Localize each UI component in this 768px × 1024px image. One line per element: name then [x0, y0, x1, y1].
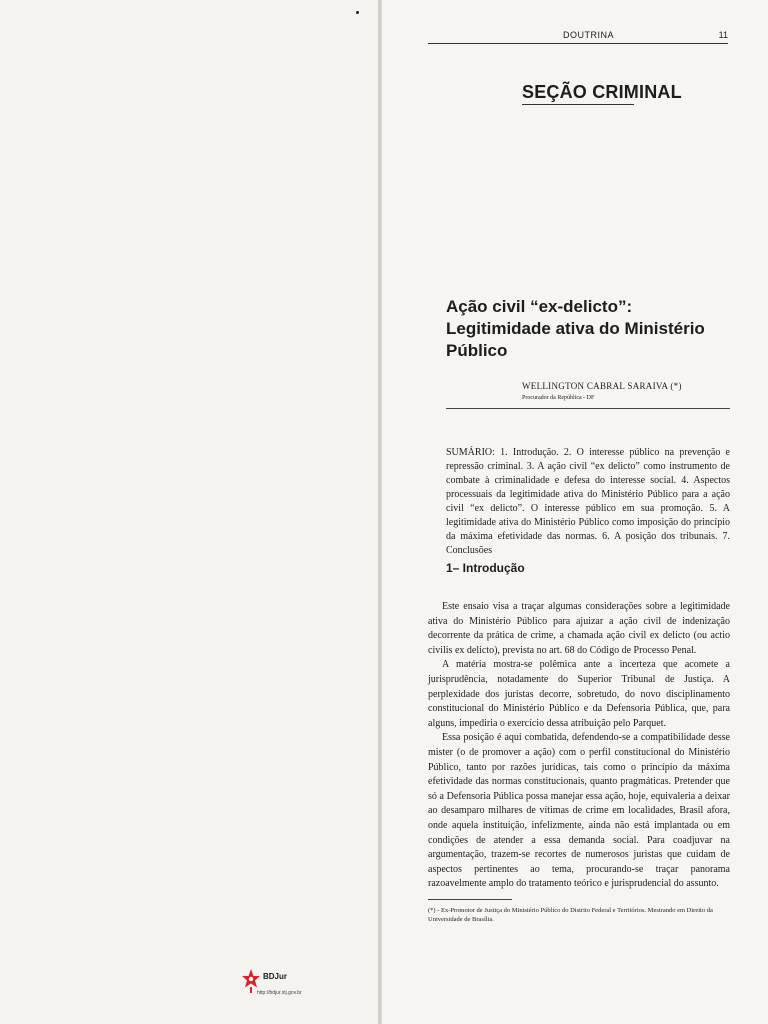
author-role: Procurador da República - DF	[522, 395, 595, 401]
body-text	[428, 600, 730, 892]
paragraph: A matéria mostra-se polêmica ante a incerteza que acomete a jurisprudência, notadamente do Superior Tribunal de Justiça. A perplexidade dos juristas decorre, sobretudo, do novo disciplinamento constitucional do Ministério Público e da Defensoria Pública, que, para alguns, impediria o exercício dessa atribuição pelo Parquet.	[428, 659, 730, 729]
section-title-underline	[522, 104, 634, 105]
article-title: Ação civil “ex-delicto”: Legitimidade ativa do Ministério Público	[446, 297, 705, 360]
author-name: WELLINGTON CABRAL SARAIVA (*)	[522, 381, 682, 391]
logo-name: BDJur	[263, 972, 288, 981]
left-page-blank	[0, 0, 380, 1024]
page-header	[428, 30, 728, 44]
section-heading: 1– Introdução	[446, 561, 525, 575]
author-rule	[446, 408, 730, 409]
summary: SUMÁRIO: 1. Introdução. 2. O interesse público na prevenção e repressão criminal. 3. A ação civil “ex delicto” como instrumento de combate à criminalidade e defesa do interesse social. 4. Aspectos processuais da legitimidade ativa do Ministério Público para a ação civil “ex delicto”. O interesse público em sua promoção. 5. A legitimidade ativa do Ministério Público como imposição do princípio da máxima efetividade das normas. 6. A posição dos tribunais. 7. Conclusões	[446, 447, 730, 556]
paragraph: Este ensaio visa a traçar algumas considerações sobre a legitimidade ativa do Ministério Público para ajuizar a ação civil de indenização decorrente da prática de crime, a chamada ação civil ex delicto (ou actio civilis ex delicto), prevista no art. 68 do Código de Processo Penal.	[428, 601, 730, 656]
running-head: DOUTRINA	[563, 30, 614, 40]
footnote: (*) - Ex-Promotor de Justiça do Ministério Público do Distrito Federal e Territórios. Mestrando em Direito da Universidade de Brasília.	[428, 907, 713, 923]
bdjur-logo	[241, 968, 381, 1002]
section-title: SEÇÃO CRIMINAL	[522, 82, 682, 102]
page-number: 11	[718, 30, 728, 40]
header-rule	[428, 43, 728, 44]
footnote-rule	[428, 899, 512, 900]
paragraph: Essa posição é aqui combatida, defendendo-se a compatibilidade desse mister (o de promover a ação) com o perfil constitucional do Ministério Público, tanto por razões jurídicas, tais como o princípio da máxima efetividade das normas constitucionais, quanto pragmáticas. Pretender que só a Defensoria Pública possa manejar essa ação, hoje, equivaleria a deixar ao desamparo milhares de vítimas de crime em localidades, Brasil afora, onde aquela instituição, infelizmente, ainda não está implantada ou em condições de atender a essa demanda social. Para coadjuvar na argumentação, trazem-se recortes de numerosos juristas que cuidam de aspectos pertinentes ao tema, procurando-se traçar panorama razoavelmente amplo do tratamento teórico e jurisprudencial do assunto.	[428, 732, 730, 890]
scan-speck	[356, 11, 359, 14]
logo-url: http://bdjur.stj.gov.br	[257, 990, 302, 996]
